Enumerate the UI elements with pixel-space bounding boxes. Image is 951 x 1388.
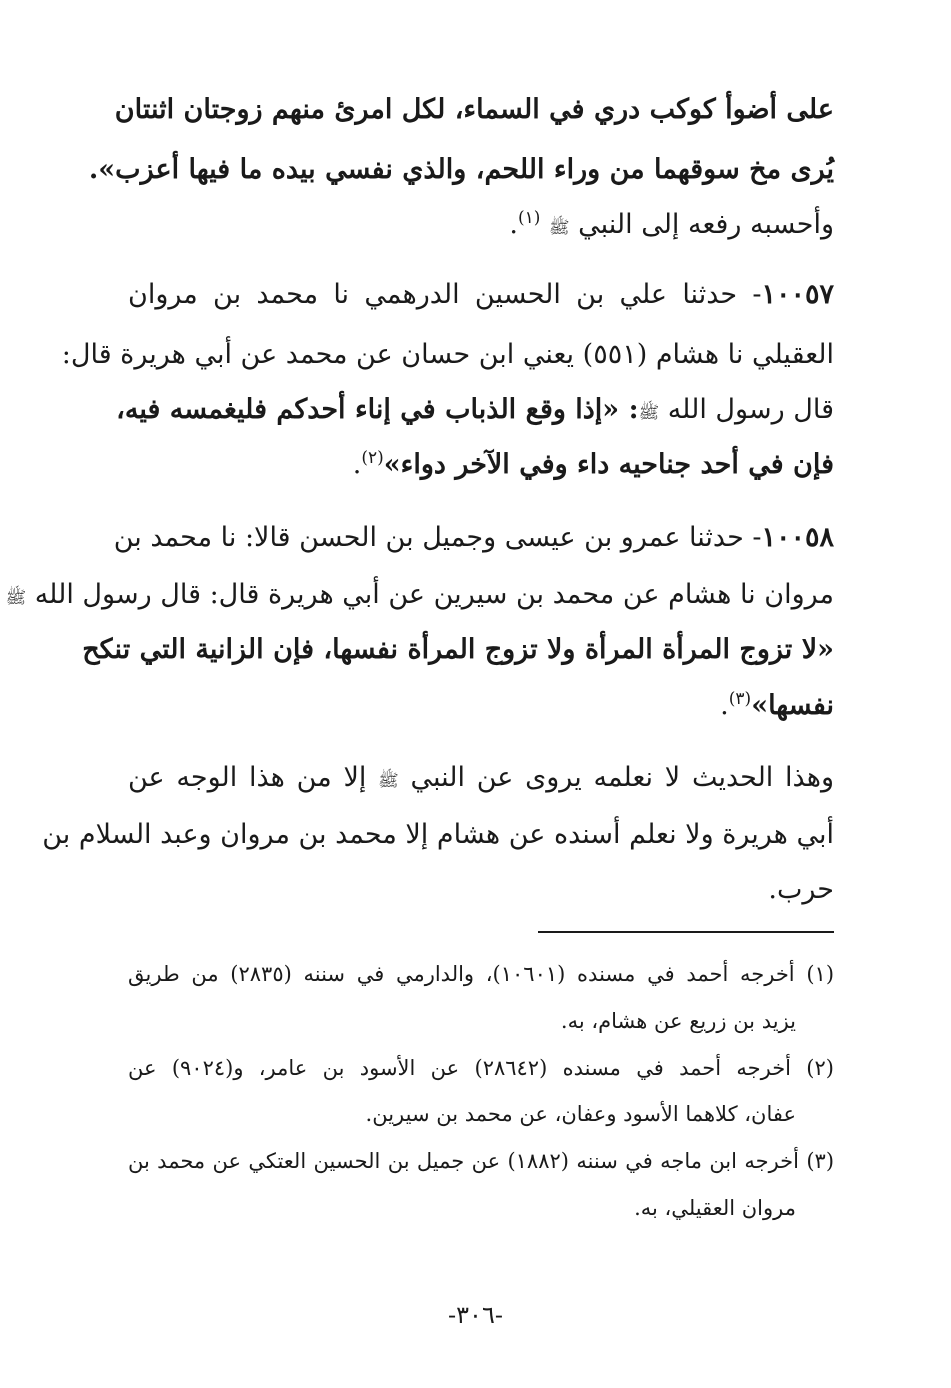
footnote-line: (٣) أخرجه ابن ماجه في سننه (١٨٨٢) عن جميل بن الحسين العتكي عن محمد بن <box>128 1149 835 1173</box>
honorific-symbol: ﷺ <box>378 771 399 791</box>
text-segment: - حدثنا عمرو بن عيسى وجميل بن الحسن قالا: نا محمد بن <box>113 522 762 553</box>
text-line <box>128 275 834 315</box>
text-line <box>128 686 834 726</box>
hadith-number: ١٠٠٥٧ <box>761 279 834 310</box>
honorific-symbol: ﷺ <box>5 588 27 608</box>
footnote-line: يزيد بن زريع عن هشام، به. <box>560 1009 796 1033</box>
text-segment: . <box>509 209 518 240</box>
text-line: على أضوأ كوكب دري في السماء، لكل امرئ منهم زوجتان اثنتان <box>114 94 834 125</box>
text-line <box>128 445 834 485</box>
text-line <box>5 575 834 618</box>
footnote-line: (٢) أخرجه أحمد في مسنده (٢٨٦٤٢) عن الأسود بن عامر، و(٩٠٢٤) عن <box>128 1056 834 1080</box>
footnote-line: عفان، كلاهما الأسود وعفان، عن محمد بن سيرين. <box>365 1102 796 1126</box>
text-segment: إلا من هذا الوجه عن <box>128 762 367 793</box>
text-segment: مروان نا هشام عن محمد بن سيرين عن أبي هريرة قال: قال رسول الله <box>34 579 834 610</box>
text-segment: . <box>352 449 362 480</box>
footnote-ref: (١) <box>517 208 541 228</box>
text-segment: قال رسول الله <box>667 394 834 425</box>
footnote-ref: (٢) <box>361 448 384 468</box>
page-number: -٣٠٦- <box>448 1301 503 1329</box>
footnote-ref: (٣) <box>728 689 752 709</box>
footnote-line: (١) أخرجه أحمد في مسنده (١٠٦٠١)، والدارمي في سننه (٢٨٣٥) من طريق <box>128 962 835 986</box>
text-line <box>128 205 834 248</box>
text-segment: . <box>720 690 729 721</box>
text-segment: نفسها» <box>751 690 834 721</box>
text-line <box>116 390 834 433</box>
honorific-symbol: ﷺ <box>548 218 570 238</box>
honorific-symbol: ﷺ <box>638 403 660 423</box>
text-segment: فإن في أحد جناحيه داء وفي الآخر دواء» <box>383 449 834 480</box>
text-segment: - حدثنا علي بن الحسين الدرهمي نا محمد بن مروان <box>128 279 762 310</box>
footnote-line: مروان العقيلي، به. <box>634 1196 796 1220</box>
text-segment: : «إذا وقع الذباب في إناء أحدكم فليغمسه فيه، <box>116 394 639 425</box>
footnote-separator <box>538 931 834 933</box>
text-line <box>113 518 834 558</box>
text-segment: وأحسبه رفعه إلى النبي <box>578 209 834 240</box>
text-segment: وهذا الحديث لا نعلمه يروى عن النبي <box>410 762 834 793</box>
text-line <box>128 758 834 801</box>
text-line: العقيلي نا هشام (٥٥١) يعني ابن حسان عن محمد عن أبي هريرة قال: <box>61 339 834 370</box>
text-line: «لا تزوج المرأة المرأة ولا تزوج المرأة نفسها، فإن الزانية التي تنكح <box>82 634 834 665</box>
text-line: حرب. <box>768 874 834 905</box>
hadith-number: ١٠٠٥٨ <box>761 522 834 553</box>
text-line: يُرى مخ سوقهما من وراء اللحم، والذي نفسي بيده ما فيها أعزب». <box>88 154 834 185</box>
text-line: أبي هريرة ولا نعلم أسنده عن هشام إلا محمد بن مروان وعبد السلام بن <box>42 819 834 850</box>
